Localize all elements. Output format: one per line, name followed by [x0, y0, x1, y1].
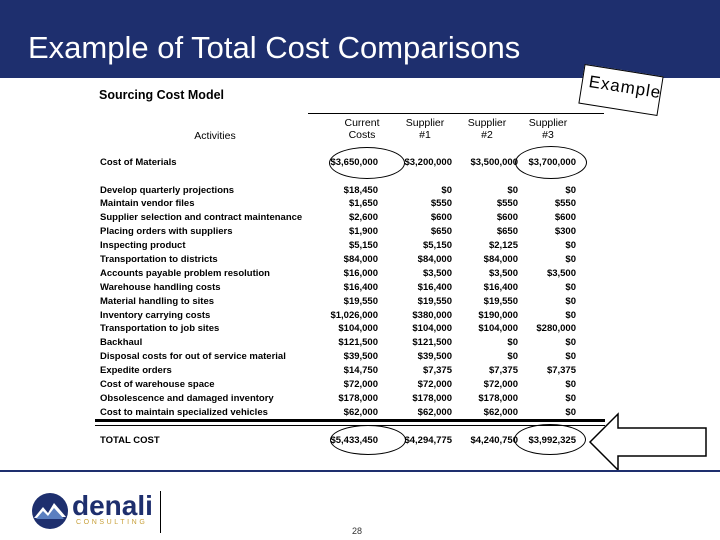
value-supplier2: $0 [507, 351, 518, 362]
row-label: Transportation to job sites [100, 323, 220, 334]
table-row [0, 351, 720, 364]
value-supplier3: $0 [565, 310, 576, 321]
value-current: $178,000 [338, 393, 378, 404]
total-supplier1: $4,294,775 [404, 435, 452, 446]
denali-logo-icon [30, 492, 70, 530]
table-title: Sourcing Cost Model [99, 88, 224, 102]
col-supplier1-header-line2: #1 [419, 129, 431, 141]
page-number: 28 [352, 526, 363, 536]
value-supplier1: $62,000 [417, 407, 452, 418]
value-supplier1: $5,150 [422, 240, 452, 251]
footer-divider [160, 491, 161, 533]
row-label: Accounts payable problem resolution [100, 268, 270, 279]
table-row [0, 212, 720, 225]
value-supplier2: $3,500 [488, 268, 518, 279]
col-supplier3-header-line2: #3 [542, 129, 554, 141]
row-label: Disposal costs for out of service material [100, 351, 286, 362]
value-supplier2: $72,000 [483, 379, 518, 390]
table-row [0, 365, 720, 378]
row-label: Develop quarterly projections [100, 185, 235, 196]
value-current: $16,400 [343, 282, 378, 293]
value-supplier2: $19,550 [483, 296, 518, 307]
value-current: $62,000 [343, 407, 378, 418]
value-supplier1: $72,000 [417, 379, 452, 390]
value-current: $72,000 [343, 379, 378, 390]
col-supplier2-header-line1: Supplier [467, 117, 507, 129]
value-supplier1: $84,000 [417, 254, 452, 265]
value-current: $2,600 [348, 212, 378, 223]
slide-title: Example of Total Cost Comparisons [28, 30, 521, 65]
value-current: $16,000 [343, 268, 378, 279]
highlight-ellipse-current-total [330, 425, 406, 455]
value-supplier2: $0 [507, 337, 518, 348]
value-supplier3: $0 [565, 296, 576, 307]
row-label: Expedite orders [100, 365, 172, 376]
value-supplier1: $121,500 [412, 337, 452, 348]
total-current: $5,433,450 [330, 435, 378, 446]
table-row [0, 198, 720, 211]
value-supplier3: $7,375 [546, 365, 576, 376]
value-supplier1: $19,550 [417, 296, 452, 307]
value-supplier3: $0 [565, 379, 576, 390]
total-label: TOTAL COST [100, 435, 160, 446]
value-supplier2: $178,000 [478, 393, 518, 404]
table-row [0, 226, 720, 239]
header-rule [308, 113, 604, 114]
value-supplier2: $104,000 [478, 323, 518, 334]
row-label: Material handling to sites [100, 296, 215, 307]
value-supplier1: $7,375 [422, 365, 452, 376]
row-label: Cost to maintain specialized vehicles [100, 407, 268, 418]
value-supplier3: $0 [565, 407, 576, 418]
table-row [0, 323, 720, 336]
highlight-ellipse-current-materials [329, 147, 405, 179]
value-supplier1: $3,500 [422, 268, 452, 279]
value-current: $84,000 [343, 254, 378, 265]
value-current: $1,650 [348, 198, 378, 209]
row-label: Cost of warehouse space [100, 379, 215, 390]
row-label: Transportation to districts [100, 254, 218, 265]
value-supplier2: $550 [496, 198, 518, 209]
value-current: $1,900 [348, 226, 378, 237]
highlight-ellipse-supplier3-materials [515, 146, 587, 179]
value-current: $3,650,000 [330, 157, 378, 168]
value-supplier2: $7,375 [488, 365, 518, 376]
row-label: Supplier selection and contract maintenance [100, 212, 303, 223]
col-supplier1-header [399, 117, 451, 141]
value-supplier1: $178,000 [412, 393, 452, 404]
value-supplier2: $650 [496, 226, 518, 237]
row-label: Inventory carrying costs [100, 310, 211, 321]
value-supplier3: $280,000 [536, 323, 576, 334]
value-supplier2: $600 [496, 212, 518, 223]
value-supplier2: $2,125 [488, 240, 518, 251]
value-supplier3: $3,500 [546, 268, 576, 279]
value-current: $1,026,000 [330, 310, 378, 321]
table-row [0, 268, 720, 281]
value-supplier3: $300 [554, 226, 576, 237]
row-label: Maintain vendor files [100, 198, 195, 209]
value-supplier1: $550 [430, 198, 452, 209]
row-label: Backhaul [100, 337, 143, 348]
value-supplier1: $380,000 [412, 310, 452, 321]
value-supplier1: $650 [430, 226, 452, 237]
value-supplier2: $3,500,000 [470, 157, 518, 168]
value-supplier3: $600 [554, 212, 576, 223]
value-supplier1: $0 [441, 185, 452, 196]
brand-subtitle: CONSULTING [76, 519, 148, 526]
value-supplier3: $0 [565, 254, 576, 265]
value-supplier2: $16,400 [483, 282, 518, 293]
value-supplier3: $0 [565, 282, 576, 293]
row-label: Placing orders with suppliers [100, 226, 233, 237]
value-current: $5,150 [348, 240, 378, 251]
row-label: Obsolescence and damaged inventory [100, 393, 274, 404]
col-supplier3-header [522, 117, 574, 141]
col-current-header-line2: Costs [348, 129, 376, 141]
table-row [0, 185, 720, 198]
table-row [0, 337, 720, 350]
value-supplier1: $39,500 [417, 351, 452, 362]
value-supplier3: $0 [565, 240, 576, 251]
table-row [0, 240, 720, 253]
value-supplier3: $0 [565, 185, 576, 196]
value-supplier1: $600 [430, 212, 452, 223]
footer-rule [0, 470, 720, 472]
value-current: $121,500 [338, 337, 378, 348]
total-rule-thick [95, 419, 605, 422]
value-supplier3: $550 [554, 198, 576, 209]
table-row [0, 282, 720, 295]
total-supplier3: $3,992,325 [528, 435, 576, 446]
table-row [0, 379, 720, 392]
value-current: $18,450 [343, 185, 378, 196]
value-current: $19,550 [343, 296, 378, 307]
example-stamp-label: Example [587, 71, 663, 103]
row-label: Inspecting product [100, 240, 186, 251]
value-supplier1: $104,000 [412, 323, 452, 334]
value-current: $39,500 [343, 351, 378, 362]
col-activities-header: Activities [194, 130, 236, 142]
value-supplier2: $84,000 [483, 254, 518, 265]
value-supplier3: $0 [565, 351, 576, 362]
value-current: $14,750 [343, 365, 378, 376]
row-label: Cost of Materials [100, 157, 177, 168]
value-current: $104,000 [338, 323, 378, 334]
col-supplier1-header-line1: Supplier [405, 117, 445, 129]
table-row [0, 296, 720, 309]
table-row [0, 310, 720, 323]
value-supplier2: $62,000 [483, 407, 518, 418]
col-current-header [334, 117, 390, 141]
value-supplier1: $3,200,000 [404, 157, 452, 168]
col-current-header-line1: Current [344, 117, 380, 129]
left-arrow-icon [588, 412, 708, 472]
value-supplier2: $0 [507, 185, 518, 196]
col-supplier2-header-line2: #2 [481, 129, 493, 141]
total-supplier2: $4,240,750 [470, 435, 518, 446]
brand-name: denali [72, 490, 153, 521]
col-supplier3-header-line1: Supplier [528, 117, 568, 129]
value-supplier3: $0 [565, 393, 576, 404]
value-supplier3: $3,700,000 [528, 157, 576, 168]
table-row [0, 393, 720, 406]
value-supplier3: $0 [565, 337, 576, 348]
col-supplier2-header [461, 117, 513, 141]
highlight-ellipse-supplier3-total [514, 424, 586, 455]
value-supplier1: $16,400 [417, 282, 452, 293]
value-supplier2: $190,000 [478, 310, 518, 321]
table-row [0, 254, 720, 267]
row-label: Warehouse handling costs [100, 282, 221, 293]
